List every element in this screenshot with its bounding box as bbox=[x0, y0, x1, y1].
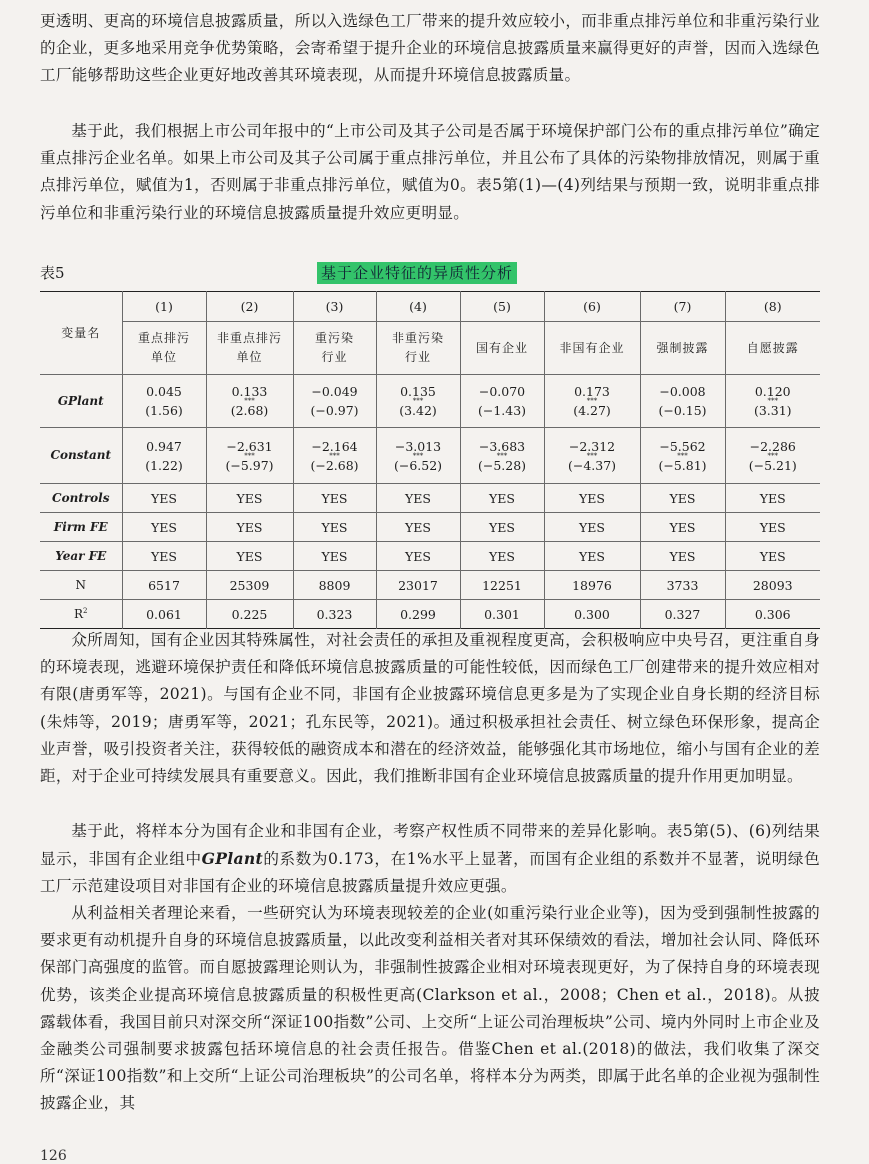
row-label: N bbox=[40, 571, 122, 600]
page-number: 126 bbox=[40, 1148, 67, 1164]
cell: YES bbox=[725, 484, 820, 513]
col-name: 国有企业 bbox=[460, 322, 544, 375]
coef-cell: 0.045 (1.56) bbox=[122, 375, 206, 428]
cell: YES bbox=[376, 542, 460, 571]
paragraph-5: 从利益相关者理论来看，一些研究认为环境表现较差的企业(如重污染行业企业等)，因为受到强制性披露的要求更有动机提升自身的环境信息披露质量，以此改变利益相关者对其环保绩效的看法，增加社会认同、降低环保部门高强度的监管。而自愿披露理论则认为，非强制性披露企业相对环境表现更好，为了保持自身的环境表现优势，该类企业提高环境信息披露质量的积极性更高(Clarkson et al.，2008；Chen et al.，2018)。从披露载体看，我国目前只对深交所“深证100指数”公司、上交所“上证公司治理板块”公司、境内外同时上市企业及金融类公司强制要求披露包括环境信息的社会责任报告。借鉴Chen et al.(2018)的做法，我们收集了深交所“深证100指数”和上交所“上证公司治理板块”的公司名单，将样本分为两类，即属于此名单的企业视为强制性披露企业，其 bbox=[40, 904, 820, 1113]
coef-cell: −5.562 *** (−5.81) bbox=[640, 428, 725, 484]
cell: YES bbox=[376, 513, 460, 542]
regression-table bbox=[40, 291, 820, 629]
cell: 6517 bbox=[122, 571, 206, 600]
coef-cell: −0.008 (−0.15) bbox=[640, 375, 725, 428]
constant-row bbox=[40, 428, 820, 484]
cell: YES bbox=[544, 542, 640, 571]
cell: 0.323 bbox=[293, 600, 376, 629]
row-label: Firm FE bbox=[40, 513, 122, 542]
cell: 0.300 bbox=[544, 600, 640, 629]
cell: 3733 bbox=[640, 571, 725, 600]
paragraph-2: 基于此，我们根据上市公司年报中的“上市公司及其子公司是否属于环境保护部门公布的重点排污单位”确定重点排污企业名单。如果上市公司及其子公司属于重点排污单位，并且公布了具体的污染物排放情况，则属于重点排污单位，赋值为1，否则属于非重点排污单位，赋值为0。表5第(1)—(4)列结果与预期一致，说明非重点排污单位和非重污染行业的环境信息披露质量提升效应更明显。 bbox=[40, 122, 820, 222]
cell: YES bbox=[640, 513, 725, 542]
coef-cell: −2.164 *** (−2.68) bbox=[293, 428, 376, 484]
cell: 0.061 bbox=[122, 600, 206, 629]
col-name: 非重污染 行业 bbox=[376, 322, 460, 375]
col-name: 自愿披露 bbox=[725, 322, 820, 375]
cell: 0.225 bbox=[206, 600, 293, 629]
col-name: 重污染 行业 bbox=[293, 322, 376, 375]
coef-cell: −3.683 *** (−5.28) bbox=[460, 428, 544, 484]
col-number: (7) bbox=[640, 292, 725, 322]
coef-cell: −2.286 *** (−5.21) bbox=[725, 428, 820, 484]
cell: YES bbox=[376, 484, 460, 513]
cell: 12251 bbox=[460, 571, 544, 600]
column-number-row bbox=[40, 292, 820, 322]
gplant-row bbox=[40, 375, 820, 428]
cell: YES bbox=[206, 542, 293, 571]
cell: YES bbox=[460, 484, 544, 513]
cell: YES bbox=[206, 484, 293, 513]
cell: YES bbox=[122, 542, 206, 571]
coef-cell: 0.133 *** (2.68) bbox=[206, 375, 293, 428]
paragraph-1: 更透明、更高的环境信息披露质量，所以入选绿色工厂带来的提升效应较小，而非重点排污单位和非重污染行业的企业，更多地采用竞争优势策略，会寄希望于提升企业的环境信息披露质量来赢得更好的声誉，因而入选绿色工厂能够帮助这些企业更好地改善其环境表现，从而提升环境信息披露质量。 bbox=[40, 12, 820, 85]
cell: YES bbox=[725, 513, 820, 542]
coef-cell: 0.173 *** (4.27) bbox=[544, 375, 640, 428]
cell: YES bbox=[725, 542, 820, 571]
col-number: (6) bbox=[544, 292, 640, 322]
col-name: 强制披露 bbox=[640, 322, 725, 375]
coef-cell: −0.070 (−1.43) bbox=[460, 375, 544, 428]
col-name: 重点排污 单位 bbox=[122, 322, 206, 375]
firm-fe-row bbox=[40, 513, 820, 542]
col-name: 非国有企业 bbox=[544, 322, 640, 375]
cell: YES bbox=[544, 484, 640, 513]
cell: YES bbox=[640, 484, 725, 513]
col-number: (8) bbox=[725, 292, 820, 322]
cell: YES bbox=[293, 484, 376, 513]
n-row bbox=[40, 571, 820, 600]
year-fe-row bbox=[40, 542, 820, 571]
coef-cell: −3.013 *** (−6.52) bbox=[376, 428, 460, 484]
row-label: Year FE bbox=[40, 542, 122, 571]
cell: 28093 bbox=[725, 571, 820, 600]
cell: 8809 bbox=[293, 571, 376, 600]
row-label: Constant bbox=[40, 428, 122, 484]
controls-row bbox=[40, 484, 820, 513]
col-number: (2) bbox=[206, 292, 293, 322]
cell: YES bbox=[544, 513, 640, 542]
cell: YES bbox=[293, 542, 376, 571]
cell: 0.299 bbox=[376, 600, 460, 629]
paragraph-3: 众所周知，国有企业因其特殊属性，对社会责任的承担及重视程度更高，会积极响应中央号召，更注重自身的环境表现，逃避环境保护责任和降低环境信息披露质量的可能性较低，因而绿色工厂创建带来的提升效应相对有限(唐勇军等，2021)。与国有企业不同，非国有企业披露环境信息更多是为了实现企业自身长期的经济目标(朱炜等，2019；唐勇军等，2021；孔东民等，2021)。通过积极承担社会责任、树立绿色环保形象，提高企业声誉，吸引投资者关注，获得较低的融资成本和潜在的经济效益，能够强化其市场地位，缩小与国有企业的差距，对于企业可持续发展具有重要意义。因此，我们推断非国有企业环境信息披露质量的提升作用更加明显。 bbox=[40, 631, 820, 786]
cell: 23017 bbox=[376, 571, 460, 600]
cell: 0.301 bbox=[460, 600, 544, 629]
cell: YES bbox=[122, 484, 206, 513]
row-label: Controls bbox=[40, 484, 122, 513]
row-label: $R^2$ bbox=[40, 600, 122, 629]
coef-cell: −0.049 (−0.97) bbox=[293, 375, 376, 428]
cell: YES bbox=[206, 513, 293, 542]
row-label: GPlant bbox=[40, 375, 122, 428]
coef-cell: 0.120 *** (3.31) bbox=[725, 375, 820, 428]
cell: 25309 bbox=[206, 571, 293, 600]
column-name-row bbox=[40, 322, 820, 375]
variable-header: 变量名 bbox=[40, 292, 122, 375]
col-number: (4) bbox=[376, 292, 460, 322]
r2-row bbox=[40, 600, 820, 629]
coef-cell: 0.947 (1.22) bbox=[122, 428, 206, 484]
paragraph-4: 基于此，将样本分为国有企业和非国有企业，考察产权性质不同带来的差异化影响。表5第(5)、(6)列结果显示，非国有企业组中GPlant的系数为0.173，在1%水平上显著，而国有企业组的系数并不显著，说明绿色工厂示范建设项目对非国有企业的环境信息披露质量提升效应更强。 bbox=[40, 822, 820, 896]
cell: YES bbox=[122, 513, 206, 542]
table-label: 表5 bbox=[40, 264, 65, 282]
col-number: (1) bbox=[122, 292, 206, 322]
cell: YES bbox=[640, 542, 725, 571]
cell: 0.306 bbox=[725, 600, 820, 629]
cell: YES bbox=[460, 542, 544, 571]
col-name: 非重点排污 单位 bbox=[206, 322, 293, 375]
coef-cell: 0.135 *** (3.42) bbox=[376, 375, 460, 428]
cell: YES bbox=[293, 513, 376, 542]
cell: 18976 bbox=[544, 571, 640, 600]
table-title: 基于企业特征的异质性分析 bbox=[317, 262, 517, 284]
coef-cell: −2.312 *** (−4.37) bbox=[544, 428, 640, 484]
cell: 0.327 bbox=[640, 600, 725, 629]
col-number: (5) bbox=[460, 292, 544, 322]
col-number: (3) bbox=[293, 292, 376, 322]
cell: YES bbox=[460, 513, 544, 542]
coef-cell: −2.631 *** (−5.97) bbox=[206, 428, 293, 484]
